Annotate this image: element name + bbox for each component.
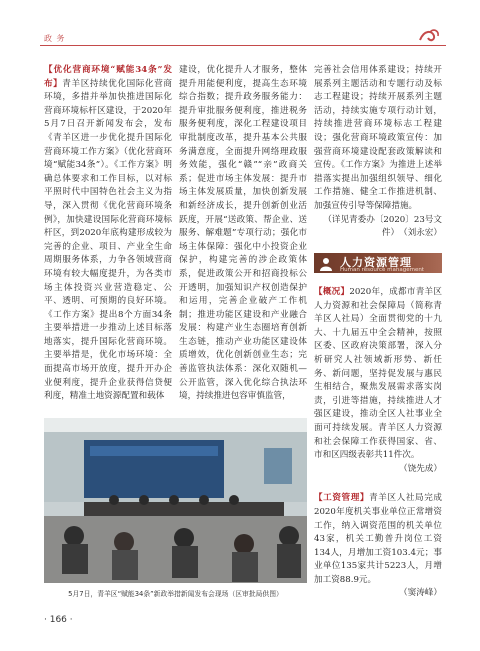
article-tag: 【概况】 [314, 287, 350, 297]
article-tag: 【优化营商环境“赋能34条”发布】 [44, 65, 172, 89]
article-text: 青羊区持续优化国际化营商环境，多措并举加快推进国际化营商环境标杆区建设，于2020年5月7日召开新闻发布会，发布《青羊区进一步优化提升国际化营商环境工作方案》（优化营商环境“赋能34条”）。《工作方案》明确总体要求和工作目标，以对标平照时代中国特色社会主义为指导，深入贯彻《优化营商环境条例》，加快建设国际化营商环境标杆区，到2020年底构建形成较为完善的企业、项目、产业全生命周期服务体系，力争各领域营商环境有较大幅度提升，为各类市场主体投资兴业营造稳定、公平、透明、可预期的良好环境。《工作方案》提出8个方面34条主要举措进一步推动上述目标落地落实，提升国际化营商环境。主要举措是，优化市场环境：全面提高市场开放度，提升开办企业便利度，提升企业获得信贷便利度，精准土地资源配置和载体 [44, 78, 172, 402]
article-text: 青羊区人社局完成2020年度机关事业单位正常增资工作，纳入调资范围的机关单位43家，机关工勤普升岗位工资134人，月增加工资103.4元；事业单位135家共计5223人，月增加工资88.9元。 [314, 493, 442, 585]
author-note: （饶先成） [399, 463, 442, 474]
press-conference-photo [44, 418, 307, 583]
column-2 [179, 64, 307, 404]
article-text: 2020年，成都市青羊区人力资源和社会保障局（简称青羊区人社局）全面贯彻党的十九大、十九届五中全会精神，按照区委、区政府决策部署，深入分析研究人社领域新形势、新任务、新问题，坚持促发展与惠民生相结合，聚焦发展需求落实岗责，引进等措施，持续推进人才强区建设，推动全区人社事业全面可持续发展。青羊区人力资源和社会保障工作获得国家、省、市和区四级表彰共11件次。 [314, 287, 442, 461]
column-3 [314, 64, 442, 241]
photo-illustration [44, 418, 307, 583]
column-3-lower [314, 286, 442, 601]
article-tag: 【工资管理】 [314, 493, 370, 504]
article-text: 建设，优化提升人才服务，整体提升用能便利度，提高生态环境综合指数；提升政务服务能力：提升审批服务便利度，推进税务服务便利度，深化工程建设项目审批制度改革，提升基本公共服务满意度，全面提升网络理政服务效能，强化“赣”“亲”政商关系；促进市场主体发展：提升市场主体发展质量，加快创新发展和新经济成长，提升创新创业活跃度，开展“送政策、帮企业、送服务、解难题”专项行动；强化市场主体保障：强化中小投资企业保护，构建完善的涉企政策体系，促进政策公开和招商投标公开透明，加强知识产权创造保护和运用，完善企业破产工作机制；推进功能区建设和产业融合发展：构建产业生态圈培育创新生态链，推动产业功能区建设体质增效，优化创新创业生态；完善监管执法体系：深化双随机—公开监管，深入优化综合执法环境，持续推进包容审慎监管， [179, 65, 307, 402]
banner-subtitle: Human resource management [340, 267, 424, 273]
section-banner [314, 250, 442, 276]
page-number: · 166 · [44, 615, 73, 625]
author-note: （窦涛峰） [399, 588, 442, 599]
decorative-logo-icon [418, 28, 440, 44]
people-icon [318, 256, 334, 272]
header-rule [40, 45, 446, 46]
photo-caption: 5月7日，青羊区“赋能34条”新政举措新闻发布会现场（区审批局供图） [68, 590, 283, 598]
banner-title: 人力资源管理 [340, 256, 412, 269]
section-tag: 政 务 [44, 34, 66, 43]
source-note: （详见青委办〔2020〕23号文件） （刘永宏） [323, 214, 442, 239]
article-text: 完善社会信用体系建设；持续开展系列主题活动和专题行动及标志工程建设；持续开展系列主题活动，持续实施专项行动计划，持续推进营商环境标志工程建设；强化营商环境政策宣传：加强营商环境建设配套政策解读和宣传。《工作方案》为推进上述举措落实提出加强组织领导、细化工作措施、健全工作推进机制、加强宣传引导等保障措施。 [314, 65, 442, 211]
column-1 [44, 64, 172, 404]
